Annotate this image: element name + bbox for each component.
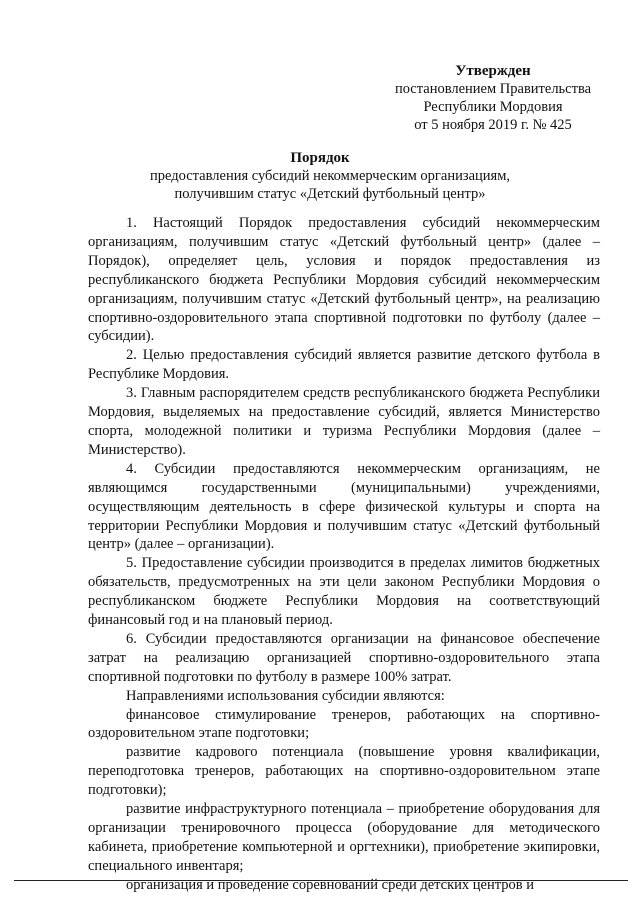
document-subtitle: предоставления субсидий некоммерческим организациям, получившим статус «Детский футбольный центр» [149, 168, 510, 202]
paragraph-4: 4. Субсидии предоставляются некоммерческим организациям, не являющимся государственными (муниципальными) учреждениями, осуществляющим деятельность в сфере физической культуры и спорта на территории Республики Мордовия и получившим статус «Детский футбольный центр» (далее – организации). [88, 460, 600, 553]
paragraph-2: 2. Целью предоставления субсидий является развитие детского футбола в Республике Мордовия. [88, 347, 600, 383]
document-title: Порядок [290, 150, 350, 166]
approval-line-2: Республики Мордовия [423, 99, 563, 115]
approval-block [378, 62, 608, 134]
list-item-direction-2: развитие кадрового потенциала (повышение уровня квалификации, переподготовка тренеров, работающих на спортивно-оздоровительном этапе подготовки); [88, 744, 600, 799]
approval-line-3: от 5 ноября 2019 г. № 425 [414, 117, 572, 133]
paragraph-5: 5. Предоставление субсидии производится в пределах лимитов бюджетных обязательств, предусмотренных на эти цели законом Республики Мордовия о республиканском бюджете Республики Мордовия на соответствующий финансовый год и на плановый период. [88, 555, 600, 629]
page-bottom-rule [14, 880, 628, 881]
approval-line-1: постановлением Правительства [394, 81, 592, 97]
paragraph-6: 6. Субсидии предоставляются организации на финансовое обеспечение затрат на реализацию организацией спортивно-оздоровительного этапа спортивной подготовки по футболу в размере 100% затрат. [88, 630, 600, 685]
document-body [88, 214, 600, 895]
list-item-direction-3: развитие инфраструктурного потенциала – приобретение оборудования для организации тренировочного процесса (оборудование для методического кабинета, приобретение компьютерной и оргтехники), приобретение экипировки, специального инвентаря; [88, 801, 600, 874]
paragraph-3: 3. Главным распорядителем средств республиканского бюджета Республики Мордовия, выделяемых на предоставление субсидий, является Министерство спорта, молодежной политики и туризма Республики Мордовия (далее – Министерство). [88, 385, 600, 458]
list-item-direction-4: организация и проведение соревнований среди детских центров и [126, 876, 534, 893]
paragraph-directions-intro: Направлениями использования субсидии являются: [126, 687, 445, 704]
list-item-direction-1: финансовое стимулирование тренеров, работающих на спортивно-оздоровительном этапе подготовки; [88, 706, 600, 742]
paragraph-1: 1. Настоящий Порядок предоставления субсидий некоммерческим организациям, получившим статус «Детский футбольный центр» (далее – Порядок), определяет цель, условия и порядок предоставления из республиканского бюджета Республики Мордовия субсидий некоммерческим организациям, получившим статус «Детский футбольный центр», на реализацию спортивно-оздоровительного этапа спортивной подготовки по футболу (далее – субсидии). [88, 215, 600, 345]
approval-heading: Утвержден [455, 63, 531, 79]
